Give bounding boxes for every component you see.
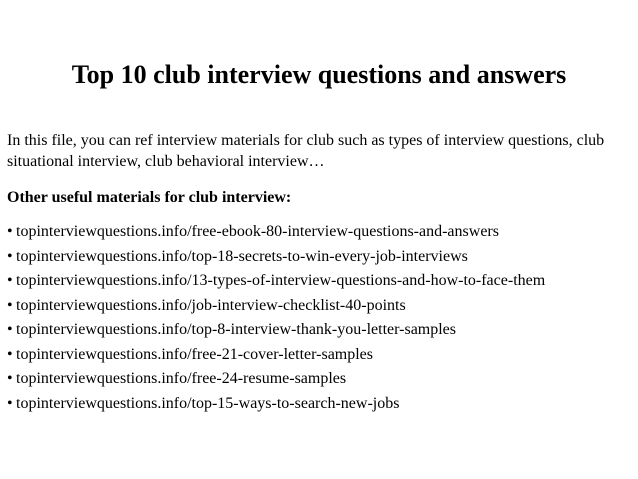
list-item — [7, 318, 545, 343]
list-item — [7, 343, 545, 368]
link-text: topinterviewquestions.info/free-24-resume-samples — [16, 370, 347, 387]
bullet-icon: • — [7, 247, 13, 265]
list-item — [7, 269, 545, 294]
intro-paragraph: In this file, you can ref interview materials for club such as types of interview questions, club situational interview, club behavioral interview… — [7, 132, 605, 170]
bullet-icon: • — [7, 272, 13, 289]
list-item — [7, 294, 545, 319]
link-text: topinterviewquestions.info/job-interview-checklist-40-points — [16, 296, 406, 314]
list-item — [7, 220, 545, 245]
bullet-icon: • — [7, 223, 13, 240]
bullet-icon: • — [7, 345, 13, 363]
link-text: topinterviewquestions.info/free-ebook-80-interview-questions-and-answers — [16, 223, 499, 240]
materials-heading: Other useful materials for club interview: — [7, 189, 292, 206]
list-item — [7, 392, 545, 417]
materials-list — [7, 220, 545, 416]
bullet-icon: • — [7, 394, 13, 412]
page-title: Top 10 club interview questions and answers — [71, 60, 567, 89]
list-item — [7, 245, 545, 270]
bullet-icon: • — [7, 296, 13, 314]
link-text: topinterviewquestions.info/top-8-interview-thank-you-letter-samples — [16, 321, 457, 338]
list-item — [7, 367, 545, 392]
bullet-icon: • — [7, 370, 13, 387]
link-text: topinterviewquestions.info/top-18-secrets-to-win-every-job-interviews — [16, 247, 468, 265]
link-text: topinterviewquestions.info/top-15-ways-to-search-new-jobs — [16, 394, 400, 412]
link-text: topinterviewquestions.info/free-21-cover-letter-samples — [16, 345, 374, 363]
bullet-icon: • — [7, 321, 13, 338]
link-text: topinterviewquestions.info/13-types-of-interview-questions-and-how-to-face-them — [16, 272, 546, 289]
